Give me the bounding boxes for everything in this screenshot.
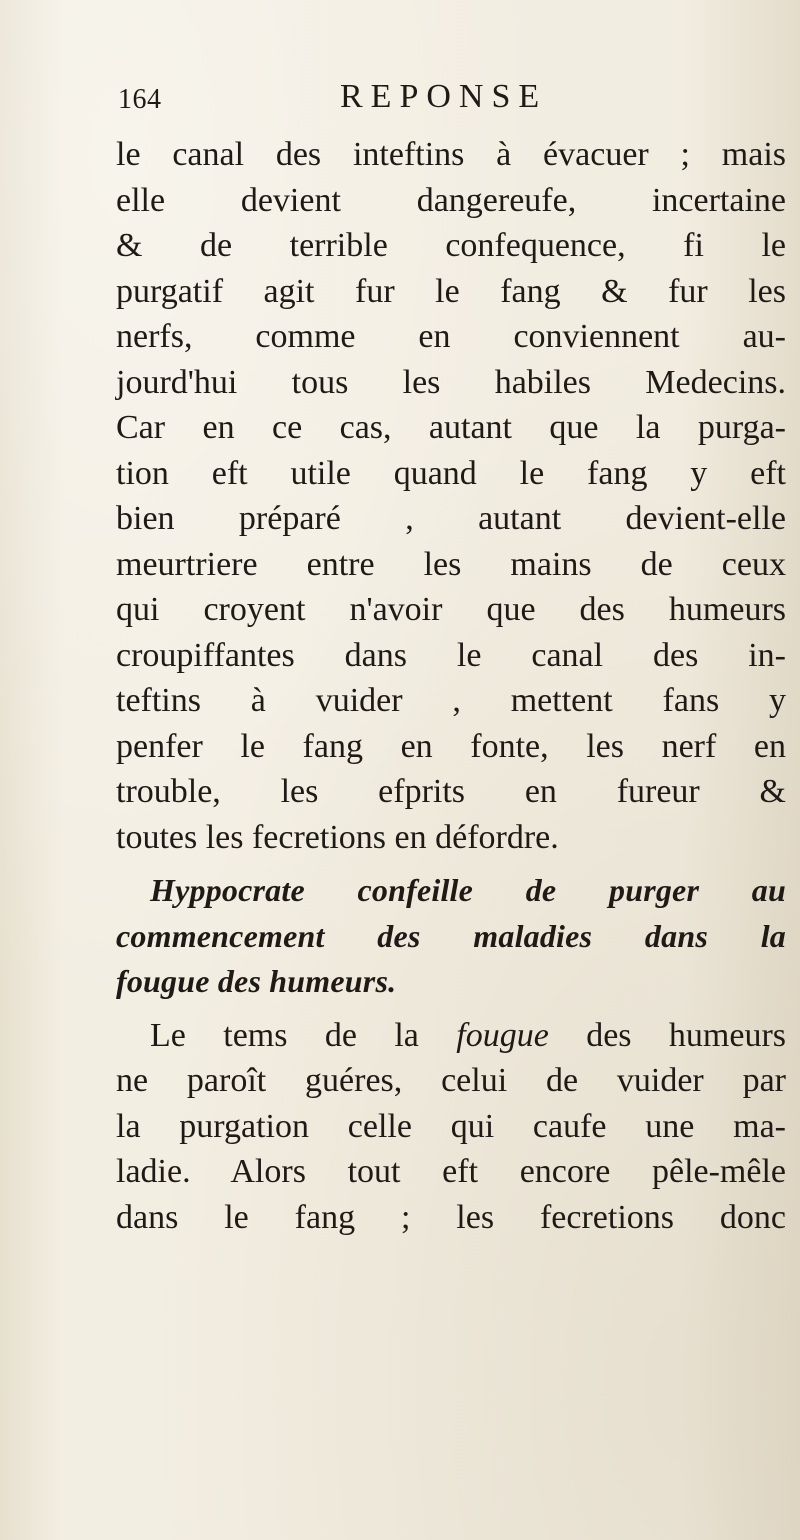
text-line: la purgation celle qui caufe une ma-: [116, 1107, 786, 1145]
running-head: REPONSE: [340, 78, 548, 115]
italic-word: fougue: [456, 1016, 549, 1054]
text-line: elle devient dangereufe, incertaine: [116, 181, 786, 219]
text-fragment: Le tems de la: [150, 1016, 457, 1054]
text-line: ne paroît guéres, celui de vuider par: [116, 1062, 786, 1099]
text-line: trouble, les efprits en fureur &: [116, 773, 786, 810]
text-line: bien préparé , autant devient-elle: [116, 500, 786, 537]
page-number: 164: [118, 84, 162, 115]
text-line: tion eft utile quand le fang y eft: [116, 454, 786, 492]
marginal-heading: [116, 868, 786, 1005]
text-line: [116, 1013, 786, 1059]
text-line: nerfs, comme en conviennent au-: [116, 318, 786, 355]
text-line: Car en ce cas, autant que la purga-: [116, 409, 786, 446]
text-line: croupiffantes dans le canal des in-: [116, 636, 786, 674]
text-line: penfer le fang en fonte, les nerf en: [116, 727, 786, 765]
text-line: & de terrible confequence, fi le: [116, 227, 786, 264]
text-line: teftins à vuider , mettent fans y: [116, 682, 786, 719]
heading-line: commencement des maladies dans la: [116, 917, 786, 954]
text-line: meurtriere entre les mains de ceux: [116, 545, 786, 583]
text-line: qui croyent n'avoir que des humeurs: [116, 591, 786, 628]
body-text: [116, 132, 786, 1240]
text-line: dans le fang ; les fecretions donc: [116, 1198, 786, 1236]
text-fragment: des humeurs: [548, 1016, 787, 1054]
text-line: jourd'hui tous les habiles Medecins.: [116, 363, 786, 401]
heading-line: Hyppocrate confeille de purger au: [150, 872, 786, 908]
text-line: ladie. Alors tout eft encore pêle-mêle: [116, 1153, 786, 1190]
paragraph-spacer: [116, 1005, 786, 1013]
heading-line: fougue des humeurs.: [116, 963, 397, 999]
text-line: purgatif agit fur le fang & fur les: [116, 272, 786, 310]
page-header: [118, 78, 678, 120]
text-line: toutes les fecretions en défordre.: [116, 818, 559, 856]
paragraph-spacer: [116, 860, 786, 868]
text-line: le canal des inteftins à évacuer ; mais: [116, 136, 786, 173]
